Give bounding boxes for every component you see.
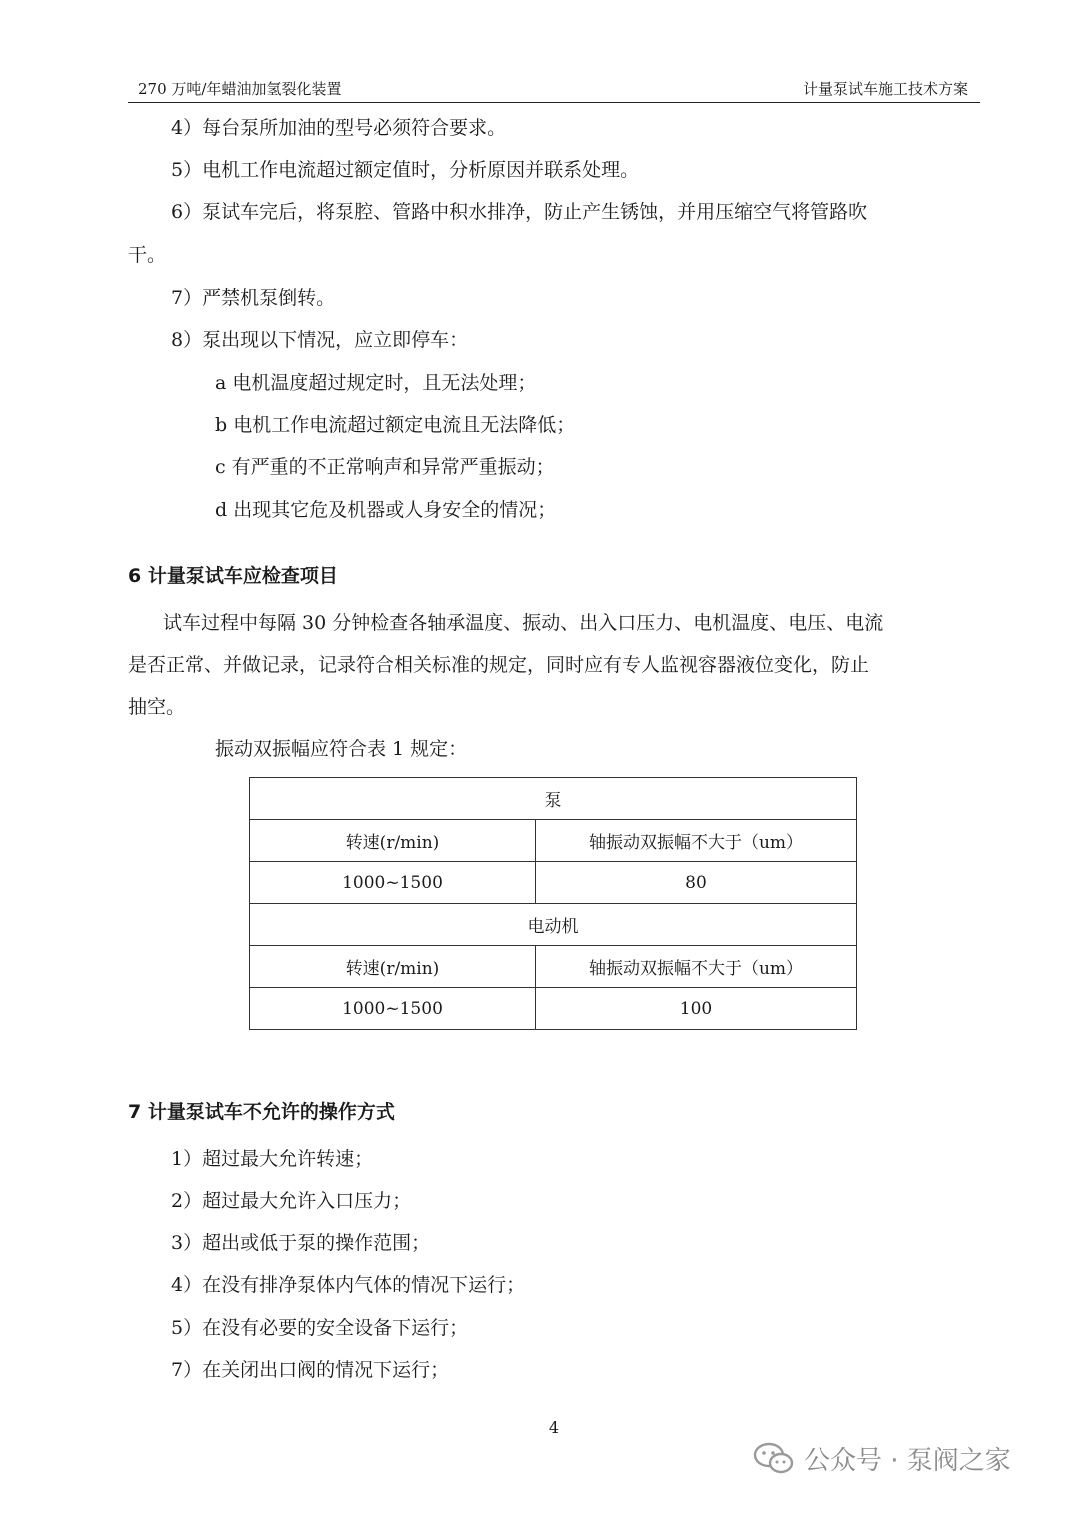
sub-list-item: b 电机工作电流超过额定电流且无法降低； [215, 414, 576, 436]
header-project-name: 270 万吨/年蜡油加氢裂化装置 [138, 80, 342, 98]
page-number: 4 [548, 1418, 560, 1437]
paragraph-line: 抽空。 [128, 696, 186, 718]
table-cell-pump-value: 80 [536, 862, 857, 904]
list-item: 7）在关闭出口阀的情况下运行； [171, 1359, 450, 1381]
table-cell-motor-value: 100 [536, 988, 857, 1030]
table-header-amplitude: 轴振动双振幅不大于（um） [536, 946, 857, 988]
table-cell-pump-speed: 1000~1500 [250, 862, 536, 904]
paragraph-line: 是否正常、并做记录，记录符合相关标准的规定，同时应有专人监视容器液位变化，防止 [128, 654, 870, 676]
header-document-title: 计量泵试车施工技术方案 [802, 80, 968, 98]
table-header-speed: 转速(r/min) [250, 946, 536, 988]
section-6-heading: 6 计量泵试车应检查项目 [128, 565, 338, 587]
list-item-continuation: 干。 [128, 244, 167, 266]
list-item: 1）超过最大允许转速； [171, 1148, 374, 1170]
list-item: 2）超过最大允许入口压力； [171, 1190, 412, 1212]
paragraph-line: 试车过程中每隔 30 分钟检查各轴承温度、振动、出入口压力、电机温度、电压、电流 [163, 612, 884, 634]
sub-list-item: c 有严重的不正常响声和异常严重振动； [215, 456, 555, 478]
list-item: 4）在没有排净泵体内气体的情况下运行； [171, 1274, 526, 1296]
watermark-text: 公众号 · 泵阀之家 [804, 1445, 1011, 1476]
list-item: 8）泵出现以下情况，应立即停车： [171, 329, 469, 351]
sub-list-item: a 电机温度超过规定时，且无法处理； [215, 372, 537, 394]
watermark [752, 1438, 1011, 1478]
table-header-speed: 转速(r/min) [250, 820, 536, 862]
table-pump-title: 泵 [250, 778, 857, 820]
list-item: 5）电机工作电流超过额定值时，分析原因并联系处理。 [171, 159, 640, 181]
list-item: 4）每台泵所加油的型号必须符合要求。 [171, 117, 507, 139]
table-motor-title: 电动机 [250, 904, 857, 946]
table-intro: 振动双振幅应符合表 1 规定： [215, 738, 468, 760]
list-item: 3）超出或低于泵的操作范围； [171, 1232, 431, 1254]
page-header [128, 72, 980, 103]
list-item: 7）严禁机泵倒转。 [171, 287, 336, 309]
section-7-heading: 7 计量泵试车不允许的操作方式 [128, 1101, 395, 1123]
list-item: 5）在没有必要的安全设备下运行； [171, 1317, 469, 1339]
table-cell-motor-speed: 1000~1500 [250, 988, 536, 1030]
table-header-amplitude: 轴振动双振幅不大于（um） [536, 820, 857, 862]
sub-list-item: d 出现其它危及机器或人身安全的情况； [215, 499, 557, 521]
wechat-icon [752, 1440, 796, 1476]
list-item: 6）泵试车完后，将泵腔、管路中积水排净，防止产生锈蚀，并用压缩空气将管路吹 [171, 201, 868, 223]
vibration-table [249, 777, 857, 1030]
